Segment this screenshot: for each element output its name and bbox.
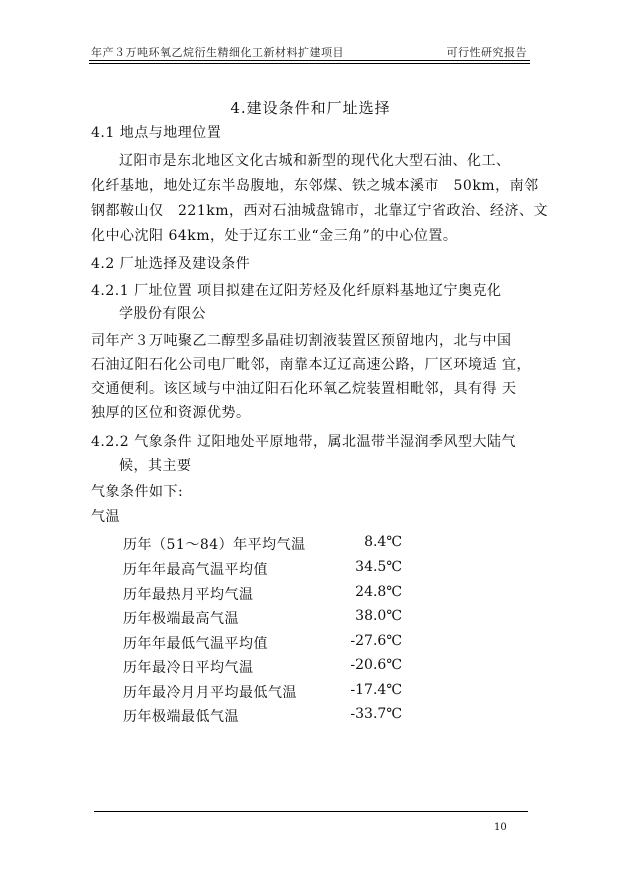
subsection-heading-4-2-2: 4.2.2 气象条件 辽阳地处平原地带，属北温带半湿润季风型大陆气 (91, 434, 517, 450)
paragraph-line: 独厚的区位和资源优势。 (91, 405, 251, 421)
temperature-value: 34.5℃ (355, 559, 402, 575)
paragraph-line: 气象条件如下: (91, 484, 184, 500)
temperature-label: 历年极端最低气温 (123, 709, 239, 725)
page-number: 10 (494, 822, 507, 833)
paragraph-line: 司年产３万吨聚乙二醇型多晶硅切割液装置区预留地内，北与中国 (91, 333, 512, 349)
running-header-report-type: 可行性研究报告 (446, 46, 527, 59)
paragraph-line: 化中心沈阳 64km，处于辽东工业“金三角”的中心位置。 (91, 228, 458, 244)
temperature-label: 历年最冷日平均气温 (123, 660, 254, 676)
temperature-value: 38.0℃ (355, 608, 402, 624)
chapter-title: 4.建设条件和厂址选择 (230, 99, 391, 117)
temperature-value: -27.6℃ (350, 633, 402, 649)
paragraph-line: 候，其主要 (119, 458, 192, 474)
temperature-value: -33.7℃ (350, 706, 402, 722)
temperature-label: 历年最冷月月平均最低气温 (123, 685, 297, 701)
paragraph-line: 辽阳市是东北地区文化古城和新型的现代化大型石油、化工、 (119, 153, 511, 169)
temperature-value: 8.4℃ (364, 534, 402, 550)
temperature-value: -20.6℃ (350, 657, 402, 673)
temperature-heading: 气温 (91, 509, 120, 525)
temperature-label: 历年年最高气温平均值 (123, 562, 268, 578)
section-heading-4-2: 4.2 厂址选择及建设条件 (91, 256, 251, 272)
temperature-value: -17.4℃ (350, 682, 402, 698)
temperature-label: 历年极端最高气温 (123, 611, 239, 627)
temperature-label: 历年年最低气温平均值 (123, 636, 268, 652)
paragraph-line: 化纤基地，地处辽东半岛腹地，东邻煤、铁之城本溪市 50km，南邻 (91, 178, 539, 194)
footer-rule (94, 811, 528, 812)
temperature-label: 历年最热月平均气温 (123, 587, 254, 603)
paragraph-line: 交通便利。该区域与中油辽阳石化环氧乙烷装置相毗邻，具有得 天 (91, 381, 517, 397)
paragraph-line: 钢都鞍山仅 221km，西对石油城盘锦市，北靠辽宁省政治、经济、文 (91, 203, 548, 219)
header-rule-thin (89, 63, 530, 64)
temperature-value: 24.8℃ (355, 584, 402, 600)
section-heading-4-1: 4.1 地点与地理位置 (91, 125, 222, 141)
paragraph-line: 学股份有限公 (119, 306, 206, 322)
paragraph-line: 石油辽阳石化公司电厂毗邻，南靠本辽辽高速公路，厂区环境适 宜， (91, 357, 531, 373)
header-rule (89, 60, 530, 61)
running-header-title: 年产３万吨环氧乙烷衍生精细化工新材料扩建项目 (91, 46, 344, 59)
temperature-label: 历年（51～84）年平均气温 (123, 537, 306, 553)
subsection-heading-4-2-1: 4.2.1 厂址位置 项目拟建在辽阳芳烃及化纤原料基地辽宁奥克化 (91, 283, 502, 299)
